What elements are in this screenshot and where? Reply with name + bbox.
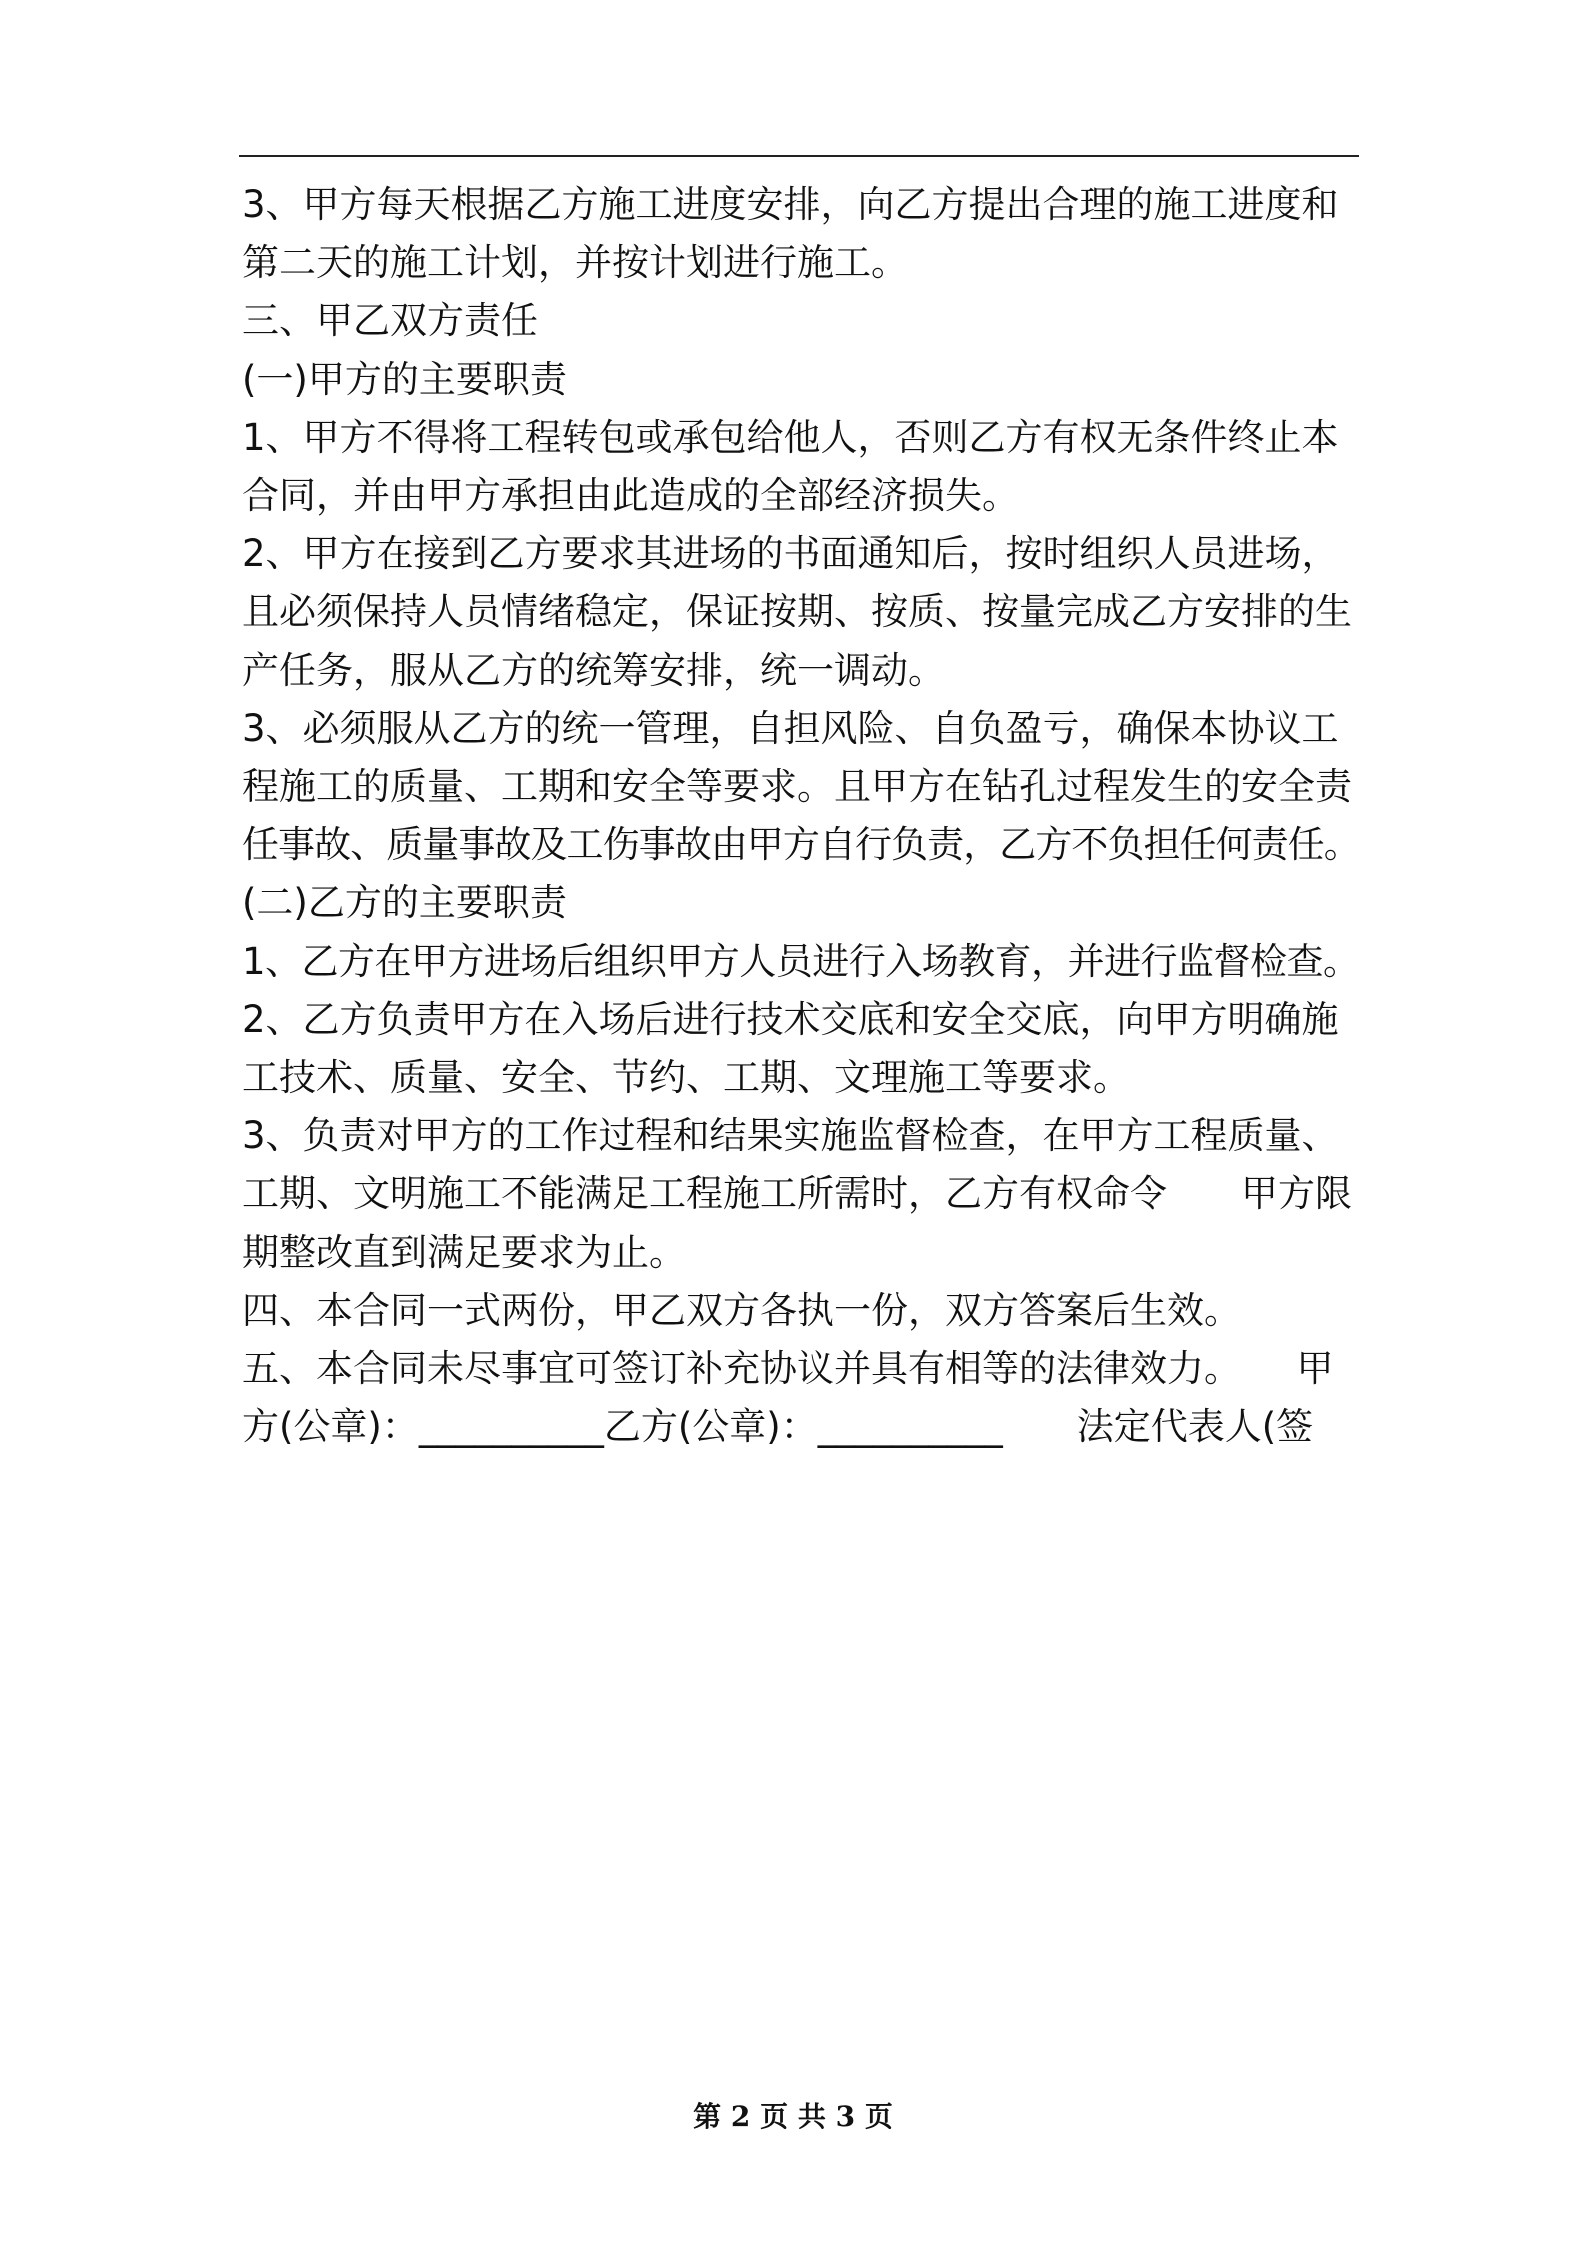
document-line: 任事故、质量事故及工伤事故由甲方自行负责，乙方不负担任何责任。 — [242, 823, 1360, 867]
document-line: 1、甲方不得将工程转包或承包给他人，否则乙方有权无条件终止本 — [242, 415, 1339, 459]
document-line: 1、乙方在甲方进场后组织甲方人员进行入场教育，并进行监督检查。 — [242, 939, 1360, 983]
document-line: 程施工的质量、工期和安全等要求。且甲方在钻孔过程发生的安全责 — [242, 765, 1352, 808]
document-line: 四、本合同一式两份，甲乙双方各执一份，双方答案后生效。 — [242, 1288, 1241, 1332]
document-line: (二)乙方的主要职责 — [242, 881, 567, 925]
document-line: 方(公章)：__________乙方(公章)：__________ 法定代表人(签 — [242, 1405, 1314, 1449]
document-line: 三、甲乙双方责任 — [242, 299, 538, 343]
document-line: 3、负责对甲方的工作过程和结果实施监督检查，在甲方工程质量、 — [242, 1114, 1339, 1158]
page-number-footer: 第 2 页 共 3 页 — [693, 2100, 893, 2133]
document-line: 产任务，服从乙方的统筹安排，统一调动。 — [242, 648, 945, 692]
document-line: 且必须保持人员情绪稳定，保证按期、按质、按量完成乙方安排的生 — [242, 590, 1352, 634]
document-line: 2、乙方负责甲方在入场后进行技术交底和安全交底，向甲方明确施 — [242, 997, 1339, 1041]
document-line: 五、本合同未尽事宜可签订补充协议并具有相等的法律效力。 甲 — [242, 1347, 1334, 1390]
document-line: 工期、文明施工不能满足工程施工所需时，乙方有权命令 甲方限 — [242, 1172, 1352, 1216]
document-line: 工技术、质量、安全、节约、工期、文理施工等要求。 — [242, 1056, 1130, 1099]
document-line: 2、甲方在接到乙方要求其进场的书面通知后，按时组织人员进场， — [242, 532, 1339, 576]
document-line: 期整改直到满足要求为止。 — [242, 1230, 686, 1274]
document-line: 3、必须服从乙方的统一管理，自担风险、自负盈亏，确保本协议工 — [242, 706, 1339, 750]
document-line: 合同，并由甲方承担由此造成的全部经济损失。 — [242, 474, 1019, 517]
header-rule — [239, 155, 1359, 157]
document-line: (一)甲方的主要职责 — [242, 357, 567, 401]
document-line: 3、甲方每天根据乙方施工进度安排，向乙方提出合理的施工进度和 — [242, 183, 1339, 226]
document-line: 第二天的施工计划，并按计划进行施工。 — [242, 241, 908, 285]
